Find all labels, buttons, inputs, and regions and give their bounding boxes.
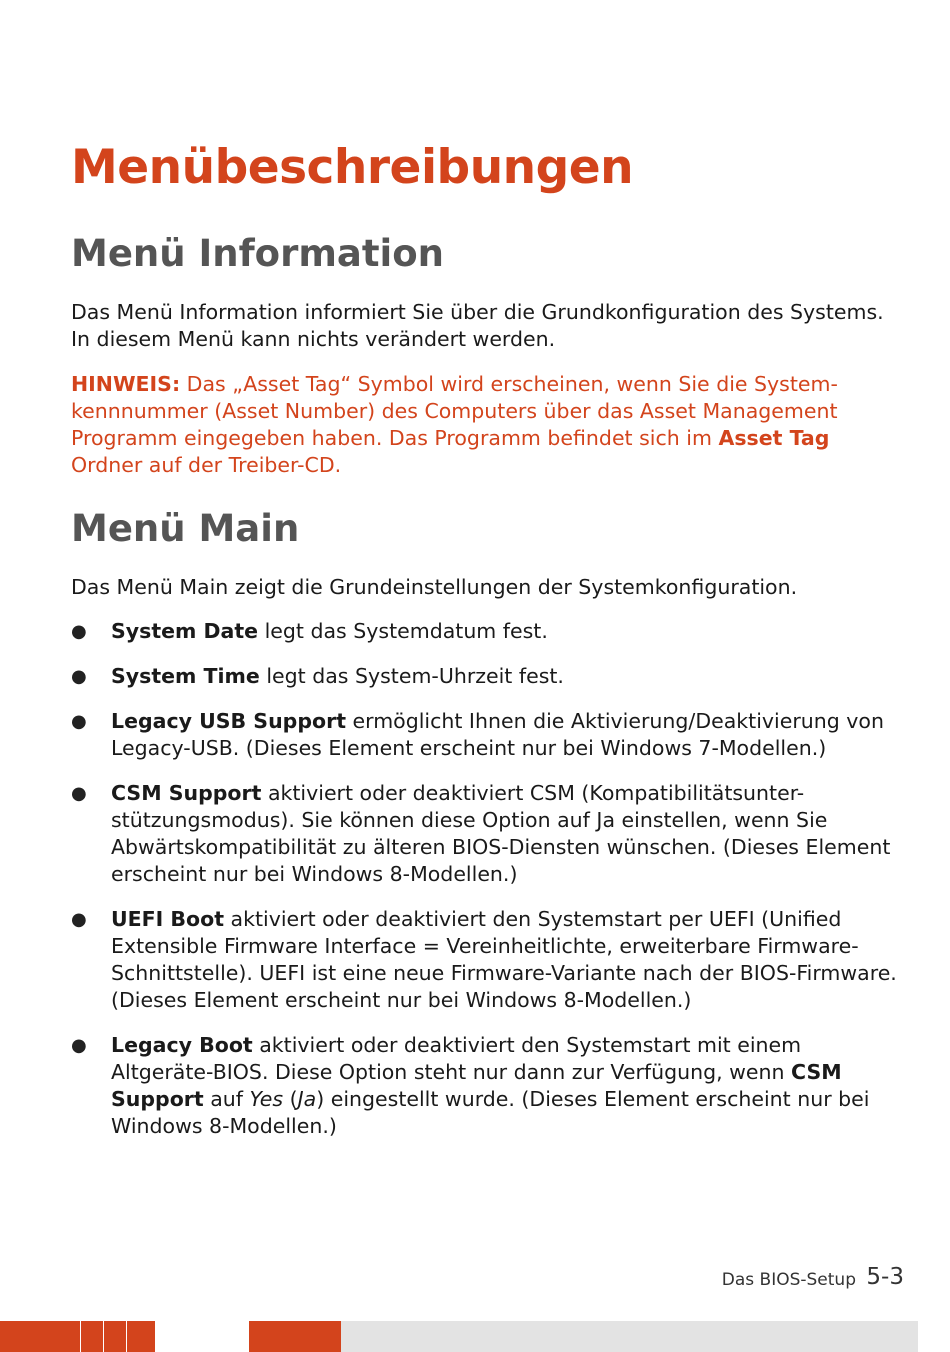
item-term: UEFI Boot xyxy=(111,907,225,931)
bullet-icon: ● xyxy=(71,666,87,687)
item-text: ermöglicht Ihnen die Aktivierung/Deaktivierung von Legacy-USB. (Dieses Element erscheint nur bei Windows 7-Modellen.) xyxy=(111,709,884,760)
item-text: legt das System-Uhrzeit fest. xyxy=(259,664,564,688)
bullet-icon: ● xyxy=(71,711,87,732)
item-inline-italic: Ja xyxy=(297,1087,317,1111)
item-text: legt das Systemdatum fest. xyxy=(258,619,548,643)
footer-chapter-label: Das BIOS-Setup xyxy=(721,1270,856,1290)
footer-bar-grey xyxy=(341,1321,918,1352)
item-term: Legacy Boot xyxy=(111,1033,253,1057)
section-heading-information: Menü Information xyxy=(71,232,444,275)
note-label: HINWEIS: xyxy=(71,372,181,396)
item-inline-italic: Yes xyxy=(249,1087,284,1111)
footer-color-bar xyxy=(0,1321,950,1352)
note-text-1: Das „Asset Tag“ Symbol wird erscheinen, wenn Sie die System-kennnummer (Asset Number) des Computers über das Asset Management Programm eingegeben haben. Das Programm befindet sich im xyxy=(71,372,838,450)
item-text: ) eingestellt wurde. (Dieses Element erscheint nur bei Windows 8-Modellen.) xyxy=(111,1087,870,1138)
main-options-list xyxy=(71,618,901,1158)
item-text: aktiviert oder deaktiviert den Systemstart per UEFI (Unified Extensible Firmware Interface = Vereinheitlichte, erweiterbare Firmware-Schnittstelle). UEFI ist eine neue Firmware-Variante nach der BIOS-Firmware. (Dieses Element erscheint nur bei Windows 8-Modellen.) xyxy=(111,907,897,1012)
note-block xyxy=(71,371,901,479)
bullet-icon: ● xyxy=(71,1035,87,1056)
list-item xyxy=(71,663,901,690)
footer-bar-segment xyxy=(127,1321,155,1352)
item-text: ( xyxy=(283,1087,298,1111)
item-text: aktiviert oder deaktiviert den Systemstart mit einem Altgeräte-BIOS. Diese Option steht nur dann zur Verfügung, wenn xyxy=(111,1033,802,1084)
page-title: Menübeschreibungen xyxy=(71,140,634,195)
main-intro: Das Menü Main zeigt die Grundeinstellungen der Systemkonfiguration. xyxy=(71,575,798,599)
item-term: CSM Support xyxy=(111,781,262,805)
item-text: aktiviert oder deaktiviert CSM (Kompatibilitätsunter-stützungsmodus). Sie können diese Option auf Ja einstellen, wenn Sie Abwärtskompatibilität zu älteren BIOS-Diensten wünschen. (Dieses Element erscheint nur bei Windows 8-Modellen.) xyxy=(111,781,891,886)
section-heading-main: Menü Main xyxy=(71,507,300,550)
list-item xyxy=(71,708,901,762)
item-term: Legacy USB Support xyxy=(111,709,346,733)
list-item xyxy=(71,780,901,888)
bullet-icon: ● xyxy=(71,909,87,930)
list-item xyxy=(71,618,901,645)
footer-bar-segment xyxy=(0,1321,80,1352)
page-number: 5-3 xyxy=(866,1264,904,1290)
item-term: System Date xyxy=(111,619,259,643)
item-inline-bold: CSM Support xyxy=(111,1060,842,1111)
item-term: System Time xyxy=(111,664,260,688)
bullet-icon: ● xyxy=(71,783,87,804)
information-intro: Das Menü Information informiert Sie über die Grundkonfiguration des Systems. In diesem Menü kann nichts verändert werden. xyxy=(71,300,884,351)
note-bold: Asset Tag xyxy=(718,426,830,450)
note-text-2: Ordner auf der Treiber-CD. xyxy=(71,453,342,477)
list-item xyxy=(71,1032,901,1140)
footer-bar-highlight xyxy=(155,1323,249,1351)
item-text: auf xyxy=(203,1087,250,1111)
bullet-icon: ● xyxy=(71,621,87,642)
footer-bar-segment xyxy=(104,1321,126,1352)
list-item xyxy=(71,906,901,1014)
footer-bar-segment xyxy=(81,1321,103,1352)
footer-bar-segment xyxy=(249,1321,341,1352)
